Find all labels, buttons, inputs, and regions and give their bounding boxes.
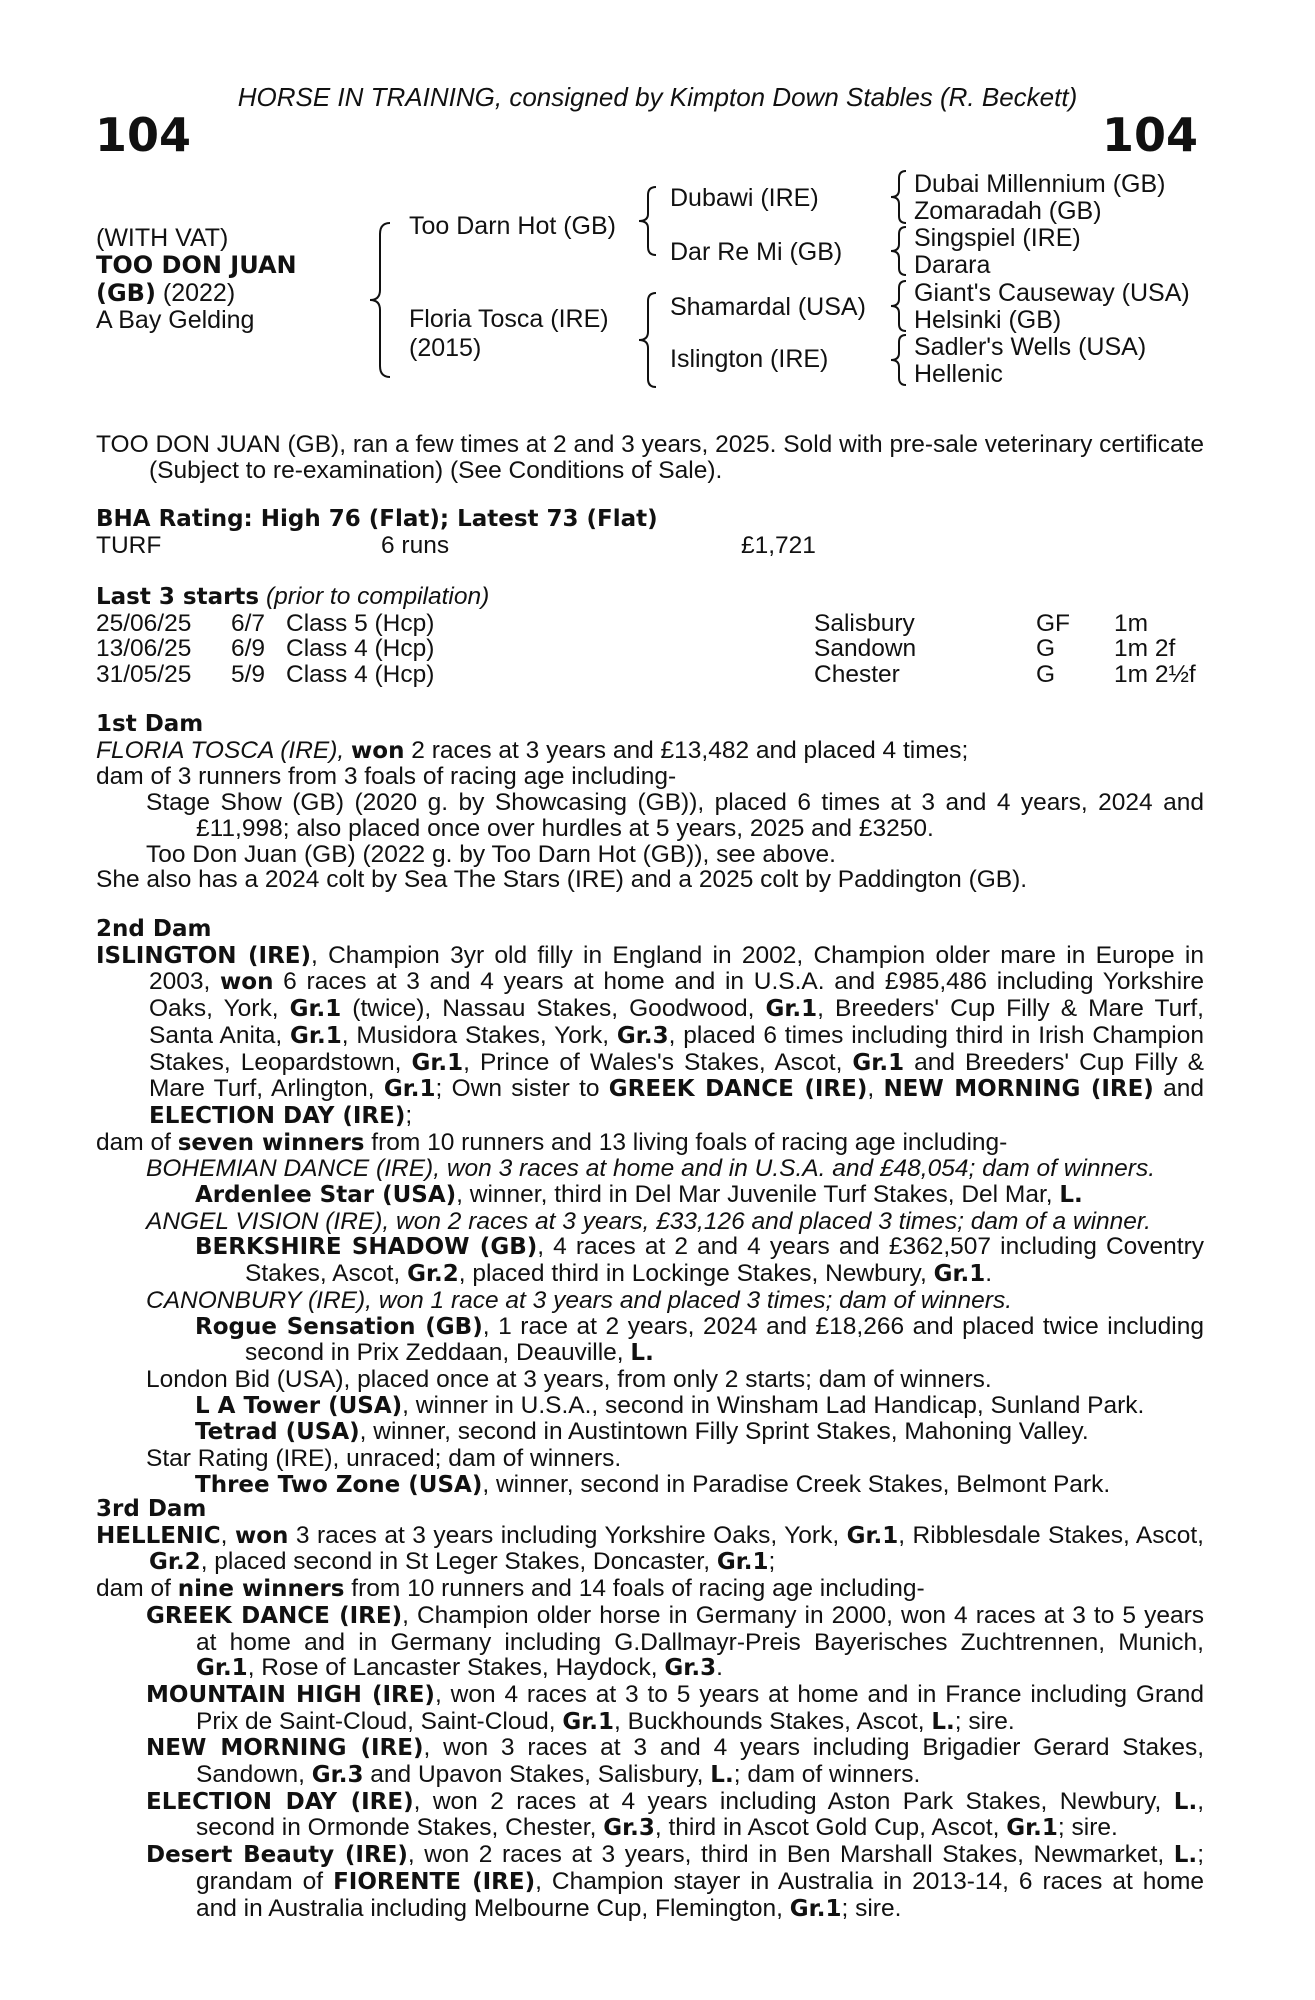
group-grade: Gr.1 (289, 996, 342, 1023)
first-dam-progeny-2: Too Don Juan (GB) (2022 g. by Too Darn Hot (GB)), see above. (146, 840, 836, 868)
text: , won 3 races at 3 and 4 years including Brigadier Gerard Stakes, Sandown, (196, 1734, 1205, 1789)
text: , second in Ormonde Stakes, Chester, (196, 1787, 1205, 1842)
pedigree-brace-ds (888, 280, 908, 332)
grand-offspring (96, 1234, 1204, 1287)
text: , Champion 3yr old filly in England in 2002, Champion older mare in Europe in 2003, (149, 941, 1204, 996)
start-going: G (1036, 635, 1056, 663)
text: , winner, third in Del Mar Juvenile Turf Stakes, Del Mar, (456, 1181, 1060, 1209)
first-dam-produce: dam of 3 runners from 3 foals of racing age including- (96, 763, 677, 791)
first-dam-name: FLORIA TOSCA (IRE), (96, 736, 345, 764)
group-grade: Gr.3 (311, 1762, 364, 1789)
text: dam of (96, 1128, 178, 1156)
text: . (985, 1260, 993, 1288)
won-label: won (234, 1522, 289, 1549)
offspring-name: Rogue Sensation (GB) (195, 1313, 483, 1340)
listed-label: L. (630, 1340, 654, 1367)
horse-name: TOO DON JUAN (96, 251, 297, 279)
horse-suffix-year (96, 279, 235, 308)
consignment-header: HORSE IN TRAINING, consigned by Kimpton Down Stables (R. Beckett) (237, 82, 1078, 112)
start-going: GF (1036, 609, 1071, 637)
group-grade: Gr.2 (407, 1261, 459, 1288)
text: , Ribblesdale Stakes, Ascot, (898, 1521, 1204, 1549)
text: from 10 runners and 13 living foals of racing age including- (364, 1128, 1008, 1156)
text: ; Own sister to (435, 1075, 609, 1103)
last-starts-section (96, 584, 1204, 688)
horse-suffix: (GB) (96, 279, 156, 307)
last-starts-title: Last 3 starts (96, 584, 260, 610)
pedigree-sss: Dubai Millennium (GB) (914, 170, 1166, 198)
text: ; sire. (1057, 1814, 1118, 1842)
group-grade: Gr.1 (789, 1895, 842, 1922)
text: and Breeders' Cup Filly & Mare Turf, Arlington, (149, 1048, 1204, 1103)
start-date: 13/06/25 (96, 635, 192, 663)
first-dam-title: 1st Dam (96, 711, 204, 737)
listed-label: L. (1173, 1842, 1198, 1869)
rating-row (96, 533, 1204, 559)
start-course: Sandown (814, 635, 917, 663)
summary-section (96, 432, 1204, 483)
third-dam-intro (96, 1523, 1204, 1576)
pedigree-brace-sire (636, 186, 658, 256)
offspring-name: MOUNTAIN HIGH (IRE) (146, 1681, 435, 1708)
pedigree-dss: Giant's Causeway (USA) (914, 279, 1190, 307)
grand-offspring (96, 1472, 1204, 1499)
third-dam-offspring-1 (96, 1603, 1204, 1682)
pedigree-dam-year: (2015) (409, 334, 482, 362)
group-grade: Gr.3 (664, 1655, 717, 1682)
pedigree-dds: Sadler's Wells (USA) (914, 333, 1147, 361)
group-grade: Gr.1 (765, 996, 818, 1023)
pedigree-sdd: Darara (914, 251, 991, 279)
offspring-name: L A Tower (USA) (195, 1392, 403, 1419)
text: , winner in U.S.A., second in Winsham Lad Handicap, Sunland Park. (402, 1391, 1145, 1419)
pedigree-dam-sire: Shamardal (USA) (670, 293, 866, 321)
second-dam-offspring-5: Star Rating (IRE), unraced; dam of winners. (146, 1445, 622, 1473)
pedigree-dam-name: Floria Tosca (IRE) (409, 305, 609, 333)
third-dam-name: HELLENIC (96, 1522, 221, 1549)
text: , won 4 races at 3 to 5 years at home and in France including Grand Prix de Saint-Cloud, Saint-Cloud, (196, 1680, 1204, 1735)
text: ; dam of winners. (733, 1761, 921, 1789)
pedigree-sire-sire: Dubawi (IRE) (670, 184, 819, 212)
second-dam-offspring-1: BOHEMIAN DANCE (IRE), won 3 races at home and in U.S.A. and £48,054; dam of winners. (146, 1155, 1156, 1183)
third-dam-offspring-2 (96, 1682, 1204, 1735)
start-going: G (1036, 661, 1056, 689)
offspring-name: Tetrad (USA) (195, 1419, 360, 1446)
third-dam-offspring-3 (96, 1735, 1204, 1788)
group-grade: Gr.1 (846, 1522, 899, 1549)
first-dam-intro-rest: 2 races at 3 years and £13,482 and placed 4 times; (411, 736, 969, 764)
rating-earnings: £1,721 (741, 531, 816, 559)
pedigree-sire-dam: Dar Re Mi (GB) (670, 238, 843, 266)
first-dam-progeny-1: Stage Show (GB) (2020 g. by Showcasing (GB)), placed 6 times at 3 and 4 years, 2024 and £11,998; also placed once over hurdles at 5 years, 2025 and £3250. (146, 789, 1204, 842)
won-label: won (220, 969, 274, 996)
group-grade: Gr.1 (562, 1708, 615, 1735)
first-dam-section (96, 712, 1204, 893)
group-grade: Gr.1 (716, 1549, 769, 1576)
offspring-name: Ardenlee Star (USA) (195, 1182, 457, 1209)
third-dam-title: 3rd Dam (96, 1496, 207, 1522)
text: , Buckhounds Stakes, Ascot, (614, 1707, 932, 1735)
second-dam-offspring-4: London Bid (USA), placed once at 3 years, from only 2 starts; dam of winners. (146, 1365, 992, 1393)
text: , won 2 races at 4 years including Aston Park Stakes, Newbury, (413, 1787, 1174, 1815)
offspring-name: NEW MORNING (IRE) (146, 1735, 424, 1762)
sibling-name: ELECTION DAY (IRE) (149, 1102, 406, 1129)
text: and (1153, 1075, 1204, 1103)
second-dam-produce (96, 1130, 1204, 1157)
pedigree-brace-dd (888, 334, 908, 386)
first-dam-note: She also has a 2024 colt by Sea The Stars (IRE) and a 2025 colt by Paddington (GB). (96, 866, 1028, 894)
offspring-name: GREEK DANCE (IRE) (146, 1602, 403, 1629)
last-starts-heading (96, 584, 1204, 611)
group-grade: Gr.1 (290, 1022, 342, 1049)
pedigree-dsd: Helsinki (GB) (914, 306, 1062, 334)
listed-label: L. (1059, 1182, 1083, 1209)
lot-number-right: 104 (1101, 108, 1198, 162)
text: , (867, 1075, 884, 1103)
text: , Champion stayer in Australia in 2013-14, 6 races at home and in Australia including Melbourne Cup, Flemington, (196, 1867, 1204, 1922)
pedigree-brace-sd (888, 226, 908, 276)
start-race: Class 4 (Hcp) (286, 635, 435, 663)
start-position: 6/7 (231, 609, 266, 637)
text: , winner, second in Austintown Filly Sprint Stakes, Mahoning Valley. (359, 1418, 1089, 1446)
second-dam-name: ISLINGTON (IRE) (96, 942, 312, 969)
offspring-name: BERKSHIRE SHADOW (GB) (195, 1234, 538, 1261)
text: ; (405, 1101, 413, 1129)
sibling-name: NEW MORNING (IRE) (883, 1076, 1154, 1103)
start-position: 5/9 (231, 661, 266, 689)
group-grade: Gr.1 (196, 1655, 248, 1682)
third-dam-offspring-5 (96, 1842, 1204, 1922)
start-race: Class 4 (Hcp) (286, 661, 435, 689)
start-distance: 1m 2f (1114, 635, 1176, 663)
pedigree-brace-dam (636, 292, 658, 388)
text: from 10 runners and 14 foals of racing age including- (344, 1575, 925, 1603)
rating-runs: 6 runs (381, 531, 450, 559)
rating-section (96, 507, 1204, 558)
last-starts-note: (prior to compilation) (265, 583, 490, 610)
horse-year: (2022) (162, 279, 236, 307)
start-position: 6/9 (231, 635, 266, 663)
group-grade: Gr.2 (149, 1549, 201, 1576)
start-row (96, 636, 1204, 662)
group-grade: Gr.1 (383, 1076, 436, 1103)
second-dam-intro (96, 943, 1204, 1130)
third-dam-section (96, 1497, 1204, 1922)
start-distance: 1m 2½f (1114, 661, 1196, 689)
pedigree-brace-main (368, 222, 392, 378)
start-course: Chester (814, 661, 900, 689)
text: ; sire. (954, 1707, 1015, 1735)
text: 3 races at 3 years including Yorkshire Oaks, York, (288, 1521, 847, 1549)
won-label: won (351, 737, 405, 764)
group-grade: Gr.3 (616, 1022, 669, 1049)
pedigree-ssd: Zomaradah (GB) (914, 197, 1102, 225)
text: ; sire. (841, 1894, 902, 1922)
second-dam-section (96, 917, 1204, 1498)
text: . (716, 1654, 723, 1682)
second-dam-offspring-3: CANONBURY (IRE), won 1 race at 3 years and placed 3 times; dam of winners. (146, 1286, 1013, 1314)
pedigree-dam-dam: Islington (IRE) (670, 345, 829, 373)
pedigree-sds: Singspiel (IRE) (914, 224, 1081, 252)
pedigree-ddd: Hellenic (914, 360, 1003, 388)
third-dam-offspring-4 (96, 1789, 1204, 1842)
text: ; (768, 1548, 776, 1576)
text: , won 2 races at 3 years, third in Ben Marshall Stakes, Newmarket, (407, 1841, 1174, 1869)
group-grade: Gr.1 (852, 1049, 905, 1076)
text: , 1 race at 2 years, 2024 and £18,266 and placed twice including second in Prix Zeddaan, Deauville, (245, 1312, 1205, 1367)
group-grade: Gr.1 (933, 1261, 986, 1288)
text: , Rose of Lancaster Stakes, Haydock, (247, 1654, 665, 1682)
group-grade: Gr.1 (411, 1049, 464, 1076)
text: , placed second in St Leger Stakes, Doncaster, (200, 1548, 717, 1576)
start-date: 25/06/25 (96, 609, 192, 637)
offspring-name: ELECTION DAY (IRE) (146, 1788, 414, 1815)
horse-description: A Bay Gelding (96, 306, 255, 334)
sibling-name: GREEK DANCE (IRE) (608, 1076, 868, 1103)
first-dam-intro (96, 738, 1204, 765)
grand-offspring-name: FIORENTE (IRE) (333, 1868, 536, 1895)
group-grade: Gr.1 (1006, 1815, 1058, 1842)
second-dam-offspring-2: ANGEL VISION (IRE), won 2 races at 3 years, £33,126 and placed 3 times; dam of a winner. (146, 1207, 1151, 1235)
text: dam of (96, 1575, 178, 1603)
grand-offspring (96, 1419, 1204, 1446)
third-dam-produce (96, 1576, 1204, 1603)
start-course: Salisbury (814, 609, 915, 637)
winners-count: nine winners (177, 1576, 345, 1603)
text: , Musidora Stakes, York, (341, 1021, 617, 1049)
start-date: 31/05/25 (96, 661, 192, 689)
vat-note: (WITH VAT) (96, 224, 229, 252)
text: , 4 races at 2 and 4 years and £362,507 including Coventry Stakes, Ascot, (245, 1233, 1205, 1288)
text: (twice), Nassau Stakes, Goodwood, (341, 995, 766, 1023)
text: , Breeders' Cup Filly & Mare Turf, Santa Anita, (149, 995, 1204, 1049)
text: , placed 6 times including third in Irish Champion Stakes, Leopardstown, (149, 1021, 1205, 1076)
grand-offspring (96, 1314, 1204, 1367)
text: , third in Ascot Gold Cup, Ascot, (654, 1814, 1007, 1842)
pedigree-brace-ss (888, 170, 908, 224)
text: and Upavon Stakes, Salisbury, (363, 1761, 711, 1789)
offspring-name: Three Two Zone (USA) (195, 1471, 483, 1498)
text: ; grandam of (196, 1841, 1204, 1895)
winners-count: seven winners (177, 1129, 365, 1156)
start-row (96, 662, 1204, 688)
offspring-name: Desert Beauty (IRE) (146, 1842, 408, 1869)
text: , placed third in Lockinge Stakes, Newbury, (458, 1260, 934, 1288)
rating-title: BHA Rating: High 76 (Flat); Latest 73 (Flat) (96, 506, 658, 532)
group-grade: Gr.3 (603, 1815, 655, 1842)
listed-label: L. (931, 1708, 955, 1735)
lot-number-left: 104 (95, 108, 192, 162)
start-row (96, 611, 1204, 637)
text: , winner, second in Paradise Creek Stakes, Belmont Park. (482, 1470, 1111, 1498)
summary-text: TOO DON JUAN (GB), ran a few times at 2 and 3 years, 2025. Sold with pre-sale veterinary certificate (Subject to re-examination) (See Conditions of Sale). (96, 431, 1204, 484)
start-distance: 1m (1114, 609, 1149, 637)
listed-label: L. (1173, 1788, 1198, 1815)
text: , (220, 1521, 235, 1549)
listed-label: L. (710, 1762, 734, 1789)
grand-offspring (96, 1182, 1204, 1209)
text: , Champion older horse in Germany in 2000, won 4 races at 3 to 5 years at home and in Germany including G.Dallmayr-Preis Bayerisches Zuchtrennen, Munich, (196, 1601, 1204, 1656)
rating-surface: TURF (96, 531, 162, 559)
text: , Prince of Wales's Stakes, Ascot, (463, 1048, 853, 1076)
second-dam-title: 2nd Dam (96, 916, 212, 942)
text: 6 races at 3 and 4 years at home and in U.S.A. and £985,486 including Yorkshire Oaks, York, (149, 968, 1204, 1023)
grand-offspring (96, 1393, 1204, 1420)
pedigree-sire: Too Darn Hot (GB) (409, 212, 617, 240)
start-race: Class 5 (Hcp) (286, 609, 435, 637)
